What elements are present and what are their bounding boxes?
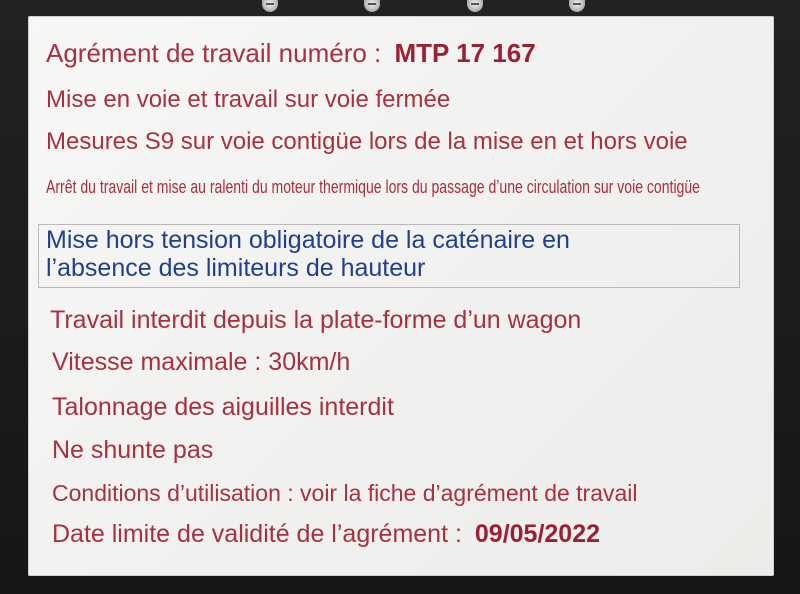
usage-conditions-line: Conditions d’utilisation : voir la fiche d’agrément de travail (52, 480, 638, 506)
screw-icon (569, 0, 585, 12)
approval-number-line (46, 40, 536, 66)
screw-icon (467, 0, 483, 12)
engine-idle-line: Arrêt du travail et mise au ralenti du moteur thermique lors du passage d’une circulation sur voie contigüe (46, 177, 700, 197)
catenary-warning-line-1: Mise hors tension obligatoire de la caténaire en (46, 226, 570, 254)
screw-icon (262, 0, 278, 12)
switch-trailing-line: Talonnage des aiguilles interdit (52, 393, 394, 421)
max-speed-line: Vitesse maximale : 30km/h (52, 348, 351, 376)
approval-number-value: MTP 17 167 (394, 38, 536, 68)
wagon-platform-line: Travail interdit depuis la plate-forme d’un wagon (50, 306, 582, 334)
work-approval-sign (28, 16, 774, 576)
closed-track-line: Mise en voie et travail sur voie fermée (46, 86, 451, 113)
screw-icon (364, 0, 380, 12)
validity-date-label: Date limite de validité de l’agrément : (52, 520, 462, 548)
catenary-warning-line-2: l’absence des limiteurs de hauteur (46, 254, 426, 282)
no-shunt-line: Ne shunte pas (52, 436, 214, 464)
validity-date-value: 09/05/2022 (474, 520, 601, 548)
s9-measures-line: Mesures S9 sur voie contigüe lors de la mise en et hors voie (46, 128, 688, 155)
validity-date-line (52, 522, 600, 547)
approval-number-label: Agrément de travail numéro : (46, 38, 382, 68)
